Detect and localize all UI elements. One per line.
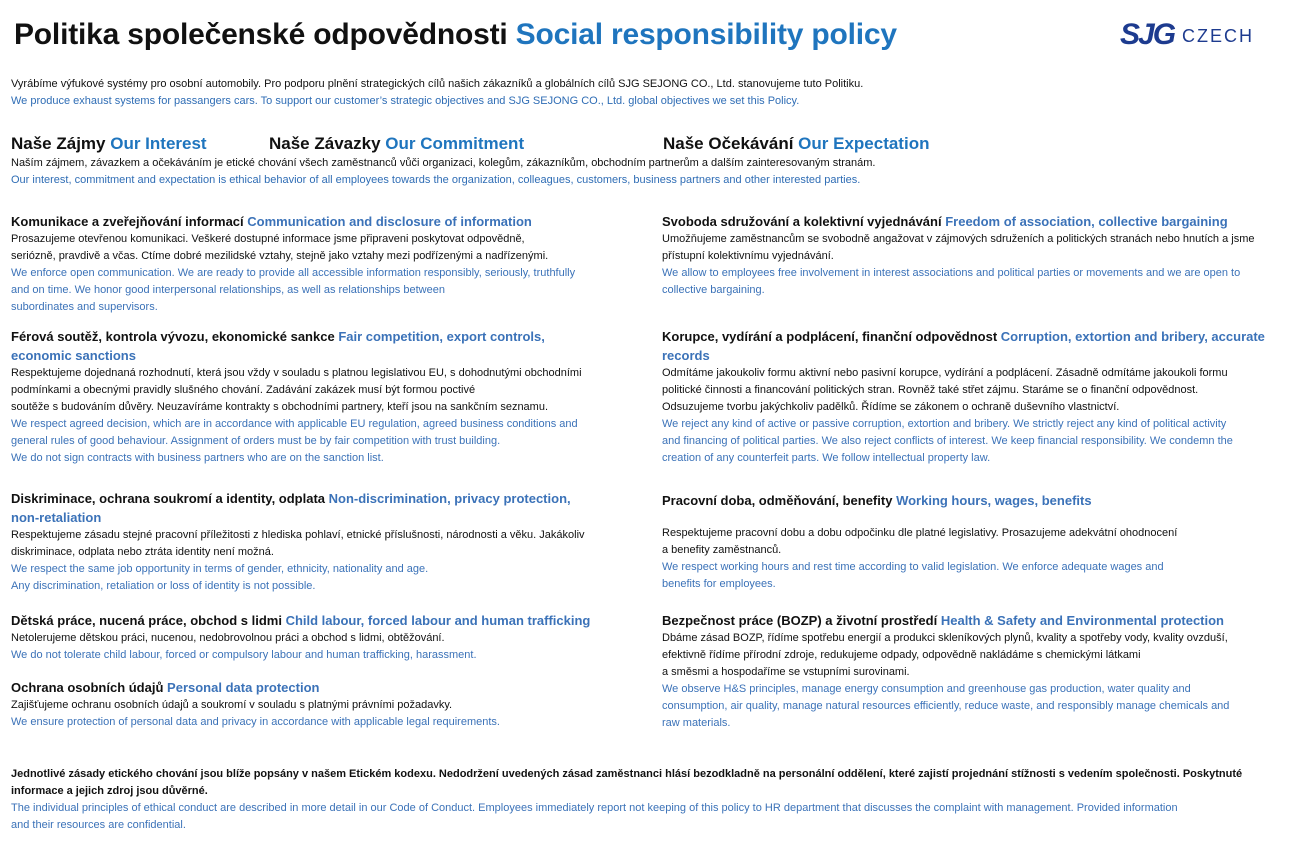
statement-cz: Naším zájmem, závazkem a očekáváním je etické chování všech zaměstnanců vůči organizaci, kolegům, zákazníkům, obchodním partnerům a dalším zainteresovaným stranám. [11,157,876,169]
body-cz: Odsuzujeme tvorbu jakýchkoliv padělků. Řídíme se zákonem o ochraně duševního vlastnictví. [662,401,1120,413]
body-en: Any discrimination, retaliation or loss of identity is not possible. [11,580,316,592]
body-en: We reject any kind of active or passive corruption, extortion and bribery. We strictly reject any kind of political activity [662,418,1227,430]
header-expectation [663,134,929,154]
body-cz: Umožňujeme zaměstnancům se svobodně angažovat v zájmových sdruženích a politických stranách nebo hnutích a jsme [662,233,1255,245]
body-cz: podmínkami a obecnými pravidly slušného chování. Zadávání zakázek musí být formou poctivé [11,384,476,396]
body-en: We do not tolerate child labour, forced or compulsory labour and human trafficking, harassment. [11,649,477,661]
header-commitment-cz: Naše Závazky [269,134,381,153]
section-safety [662,611,1302,732]
title-cz: Politika společenské odpovědnosti [14,18,508,51]
intro [11,76,1301,110]
body-en: We enforce open communication. We are ready to provide all accessible information responsibly, seriously, truthfully [11,267,576,279]
body-cz: Dbáme zásad BOZP, řídíme spotřebu energií a produkci skleníkových plynů, kvality a spotřeby vody, kvality ovzduší, [662,632,1228,644]
body-en: We observe H&S principles, manage energy consumption and greenhouse gas production, water quality and [662,683,1191,695]
body-en: collective bargaining. [662,284,765,296]
body-cz: efektivně řídíme přírodní zdroje, redukujeme odpady, odpovědně nakládáme s chemickými látkami [662,649,1141,661]
body-cz: seriózně, pravdivě a včas. Ctíme dobré mezilidské vztahy, stejně jako vztahy mezi podřízenými a nadřízenými. [11,250,549,262]
logo-text: CZECH [1182,26,1254,46]
section-association [662,212,1302,299]
section-child-labour [11,611,651,664]
footer-cz: Jednotlivé zásady etického chování jsou blíže popsány v našem Etickém kodexu. Nedodržení uvedených zásad zaměstnanci hlásí bezodkladně na personální oddělení, které zajistí projednání stížnosti s vedením společnosti. Poskytnuté [11,768,1243,780]
body-cz: politické činnosti a financování politických stran. Rovněž také střet zájmu. Staráme se o finanční odpovědnost. [662,384,1199,396]
body-en: benefits for employees. [662,578,776,590]
section-corruption [662,327,1302,467]
body-en: subordinates and supervisors. [11,301,158,313]
body-cz: Respektujeme zásadu stejné pracovní příležitosti z hlediska pohlaví, etnické příslušnosti, národnosti a věku. Jakákoliv [11,529,585,541]
body-cz: soutěže s budováním důvěry. Neuzavíráme kontrakty s obchodními partnery, kteří jsou na sankčním seznamu. [11,401,549,413]
statement [11,155,1301,189]
header-interest-cz: Naše Zájmy [11,134,106,153]
footer-en: and their resources are confidential. [11,819,186,831]
logo-mark: SJG [1120,18,1175,51]
body-en: We respect the same job opportunity in terms of gender, ethnicity, nationality and age. [11,563,429,575]
intro-cz: Vyrábíme výfukové systémy pro osobní automobily. Pro podporu plnění strategických cílů našich zákazníků a globálních cílů SJG SEJONG CO., Ltd. stanovujeme tuto Politiku. [11,78,864,90]
section-title-cont: non-retaliation [11,510,102,525]
statement-en: Our interest, commitment and expectation is ethical behavior of all employees towards the organization, colleagues, customers, business partners and other interested parties. [11,174,861,186]
body-en: We allow to employees free involvement in interest associations and political parties or movements and we are open to [662,267,1241,279]
body-cz: Netolerujeme dětskou práci, nucenou, nedobrovolnou práci a obchod s lidmi, obtěžování. [11,632,445,644]
section-communication [11,212,651,316]
footer-cz: informace a jejich zdroj jsou důvěrné. [11,785,208,797]
body-cz: diskriminace, odplata nebo ztráta identity není možná. [11,546,274,558]
section-title: Ochrana osobních údajů Personal data protection [11,680,320,695]
section-title: Férová soutěž, kontrola vývozu, ekonomické sankce Fair competition, export controls, [11,329,545,344]
section-title: Diskriminace, ochrana soukromí a identity, odplata Non-discrimination, privacy protection, [11,491,571,506]
body-cz: Respektujeme dojednaná rozhodnutí, která jsou vždy v souladu s platnou legislativou EU, s dohodnutými obchodními [11,367,582,379]
section-title: Dětská práce, nucená práce, obchod s lidmi Child labour, forced labour and human trafficking [11,613,591,628]
body-en: We respect working hours and rest time according to valid legislation. We enforce adequate wages and [662,561,1164,573]
body-cz: Zajišťujeme ochranu osobních údajů a soukromí v souladu s platnými právními požadavky. [11,699,453,711]
body-cz: Prosazujeme otevřenou komunikaci. Veškeré dostupné informace jsme připraveni poskytovat odpovědně, [11,233,525,245]
body-en: We ensure protection of personal data and privacy in accordance with applicable legal requirements. [11,716,500,728]
footer-en: The individual principles of ethical conduct are described in more detail in our Code of Conduct. Employees immediately report not keeping of this policy to HR department that discusses the complaint with management. Provided information [11,802,1178,814]
footer [11,766,1301,834]
header-commitment-en: Our Commitment [385,134,525,153]
section-personal-data [11,678,651,731]
body-en: We respect agreed decision, which are in accordance with applicable EU regulation, agreed business conditions and [11,418,578,430]
section-title: Pracovní doba, odměňování, benefity Working hours, wages, benefits [662,493,1092,508]
section-discrimination [11,489,651,595]
header-interest [11,134,207,154]
body-en: consumption, air quality, manage natural resources efficiently, reduce waste, and responsibly manage chemicals and [662,700,1230,712]
title-en: Social responsibility policy [515,18,897,51]
section-title: Komunikace a zveřejňování informací Communication and disclosure of information [11,214,532,229]
body-cz: přístupní kolektivnímu vyjednávání. [662,250,834,262]
section-title: Korupce, vydírání a podplácení, finanční odpovědnost Corruption, extortion and bribery, accurate [662,329,1265,344]
section-title-cont: economic sanctions [11,348,136,363]
company-logo [1120,18,1270,56]
body-en: We do not sign contracts with business partners who are on the sanction list. [11,452,384,464]
section-working-hours [662,491,1302,593]
body-en: raw materials. [662,717,731,729]
body-cz: Respektujeme pracovní dobu a dobu odpočinku dle platné legislativy. Prosazujeme adekvátní ohodnocení [662,527,1178,539]
intro-en: We produce exhaust systems for passangers cars. To support our customer’s strategic objectives and SJG SEJONG CO., Ltd. global objectives we set this Policy. [11,95,800,107]
body-en: creation of any counterfeit parts. We follow intellectual property law. [662,452,991,464]
body-cz: a benefity zaměstnanců. [662,544,782,556]
header-expectation-cz: Naše Očekávání [663,134,794,153]
section-title: Bezpečnost práce (BOZP) a životní prostředí Health & Safety and Environmental protection [662,613,1224,628]
body-cz: a směsmi a hospodaříme se vstupními surovinami. [662,666,910,678]
body-en: and on time. We honor good interpersonal relationships, as well as relationships between [11,284,445,296]
section-title: Svoboda sdružování a kolektivní vyjednávání Freedom of association, collective bargaining [662,214,1228,229]
header-commitment [269,134,524,154]
body-en: general rules of good behaviour. Assignment of orders must be by fair competition with trust building. [11,435,501,447]
body-cz: Odmítáme jakoukoliv formu aktivní nebo pasivní korupce, vydírání a podplácení. Zásadně odmítáme jakoukoli formu [662,367,1228,379]
header-interest-en: Our Interest [110,134,207,153]
body-en: and financing of political parties. We also reject conflicts of interest. We keep financial responsibility. We condemn the [662,435,1233,447]
section-competition [11,327,651,467]
page-title [14,18,897,52]
section-title-cont: records [662,348,710,363]
header-expectation-en: Our Expectation [798,134,930,153]
